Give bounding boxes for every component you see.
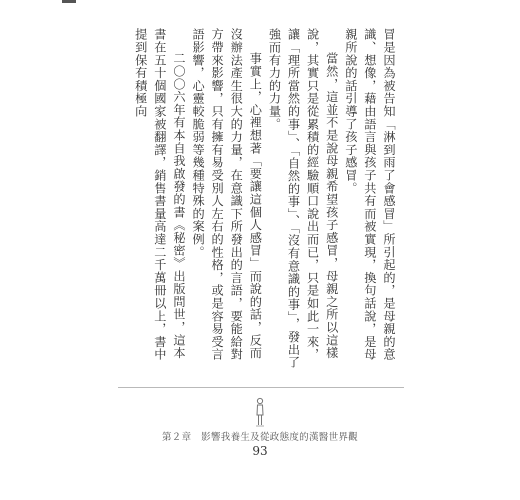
page-number: 93 (252, 444, 268, 458)
paragraph: 二〇〇六年有本自我啟發的書《秘密》出版問世，這本書在五十個國家被翻譯，銷售書量高達二千萬冊以上，書中提到保有積極向 (133, 28, 186, 361)
footer-divider (118, 387, 404, 388)
vertical-body-text (131, 28, 398, 370)
paragraph: 當然，這並不是說母親希望孩子感冒，母親之所以這樣說，其實只是從累積的經驗順口說出而已，只是如此一來，讓「理所當然的事」、「自然的事」、「沒有意識的事」，發出了強而有力的力量。 (267, 28, 339, 369)
chapter-title: 第２章 影響我養生及從政態度的漢醫世界觀 (161, 432, 358, 443)
paragraph: 冒是因為被告知「淋到雨了會感冒」所引起的，是母親的意識、想像，藉由語言與孩子共有而被實現，換句話說，是母親所說的話引導了孩子感冒。 (343, 28, 396, 361)
paragraph: 事實上，心裡想著「要讓這個人感冒」而說的話，反而沒辦法產生很大的力量，在意識下所發出的言語，要能給對方帶來影響，只有擁有易受別人左右的性格，或是容易受言語影響，心靈較脆弱等幾種特殊的案例。 (191, 28, 263, 361)
page-corner-mark (62, 0, 76, 3)
standing-figure-icon (254, 397, 266, 427)
